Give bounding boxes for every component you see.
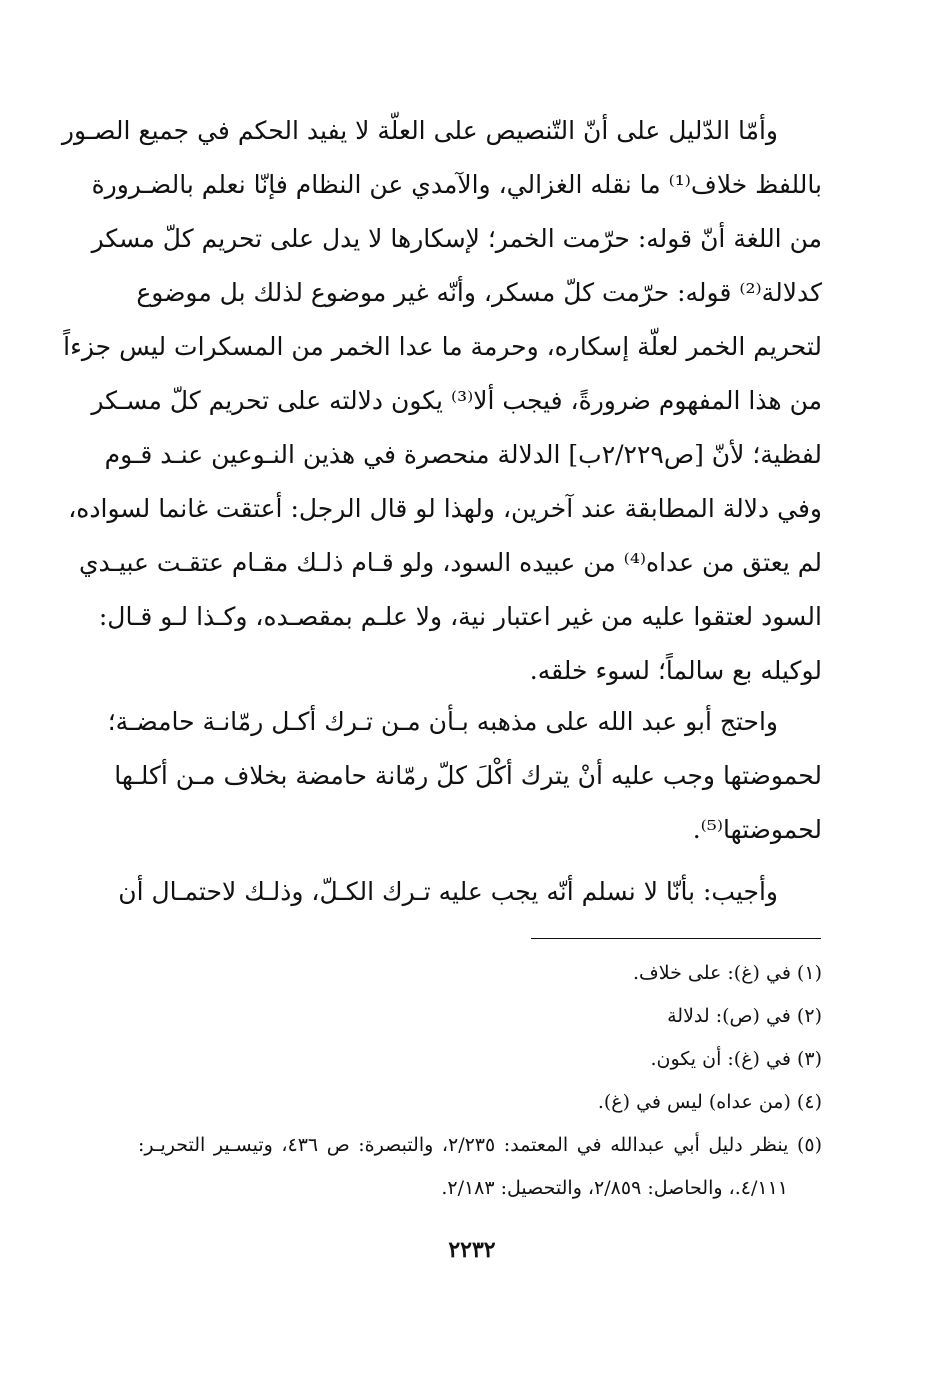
text-line: لم يعتق من عداه⁽⁴⁾ من عبيده السود، ولو قـام ذلـك مقـام عتقـت عبيـدي	[78, 548, 822, 577]
footnote-2: (٢) في (ص): لدلالة	[667, 1005, 822, 1027]
text-line: لوكيله بع سالماً؛ لسوء خلقه.	[529, 656, 822, 685]
paragraph-3	[118, 865, 822, 919]
text-line: لحموضتها وجب عليه أنْ يترك أكْلَ كلّ رمّانة حامضة بخلاف مـن أكلـها	[114, 761, 822, 790]
paragraph-2	[107, 695, 822, 857]
text-line: السود لعتقوا عليه من غير اعتبار نية، ولا علـم بمقصـده، وكـذا لـو قـال:	[98, 602, 822, 631]
footnote-5-continuation: ٤/١١١.، والحاصل: ٢/٨٥٩، والتحصيل: ٢/١٨٣.	[441, 1177, 788, 1199]
footnotes	[138, 952, 822, 1210]
paragraph-1	[61, 104, 822, 698]
text-line: من هذا المفهوم ضرورةً، فيجب ألا⁽³⁾ يكون دلالته على تحريم كلّ مسـكر	[91, 386, 822, 415]
footnote-separator	[531, 938, 821, 939]
text-line: كدلالة⁽²⁾ قوله: حرّمت كلّ مسكر، وأنّه غير موضوع لذلك بل موضوع	[136, 278, 822, 307]
text-line: وأجيب: بأنّا لا نسلم أنّه يجب عليه تـرك الكـلّ، وذلـك لاحتمـال أن	[118, 877, 778, 906]
page-number: ٢٢٣٢	[448, 1237, 496, 1263]
footnote-5: (٥) ينظر دليل أبي عبدالله في المعتمد: ٢/٢٣٥، والتبصرة: ص ٤٣٦، وتيسـير التحريـر:	[138, 1134, 823, 1156]
text-line: باللفظ خلاف⁽¹⁾ ما نقله الغزالي، والآمدي عن النظام فإنّا نعلم بالضـرورة	[91, 170, 822, 199]
footnote-3: (٣) في (غ): أن يكون.	[650, 1048, 822, 1070]
text-line: واحتج أبو عبد الله على مذهبه بـأن مـن تـرك أكـل رمّانـة حامضـة؛	[107, 707, 778, 736]
text-line: لتحريم الخمر لعلّة إسكاره، وحرمة ما عدا الخمر من المسكرات ليس جزءاً	[63, 332, 822, 361]
footnote-4: (٤) (من عداه) ليس في (غ).	[597, 1091, 822, 1113]
text-line: لفظية؛ لأنّ [ص٢/٢٢٩ب] الدلالة منحصرة في هذين النـوعين عنـد قـوم	[104, 440, 822, 469]
text-line: لحموضتها⁽⁵⁾.	[692, 815, 822, 844]
text-line: من اللغة أنّ قوله: حرّمت الخمر؛ لإسكارها لا يدل على تحريم كلّ مسكر	[91, 224, 822, 253]
footnote-1: (١) في (غ): على خلاف.	[633, 962, 822, 984]
text-line: وفي دلالة المطابقة عند آخرين، ولهذا لو قال الرجل: أعتقت غانما لسواده،	[68, 494, 822, 523]
text-line: وأمّا الدّليل على أنّ التّنصيص على العلّة لا يفيد الحكم في جميع الصـور	[61, 116, 778, 145]
